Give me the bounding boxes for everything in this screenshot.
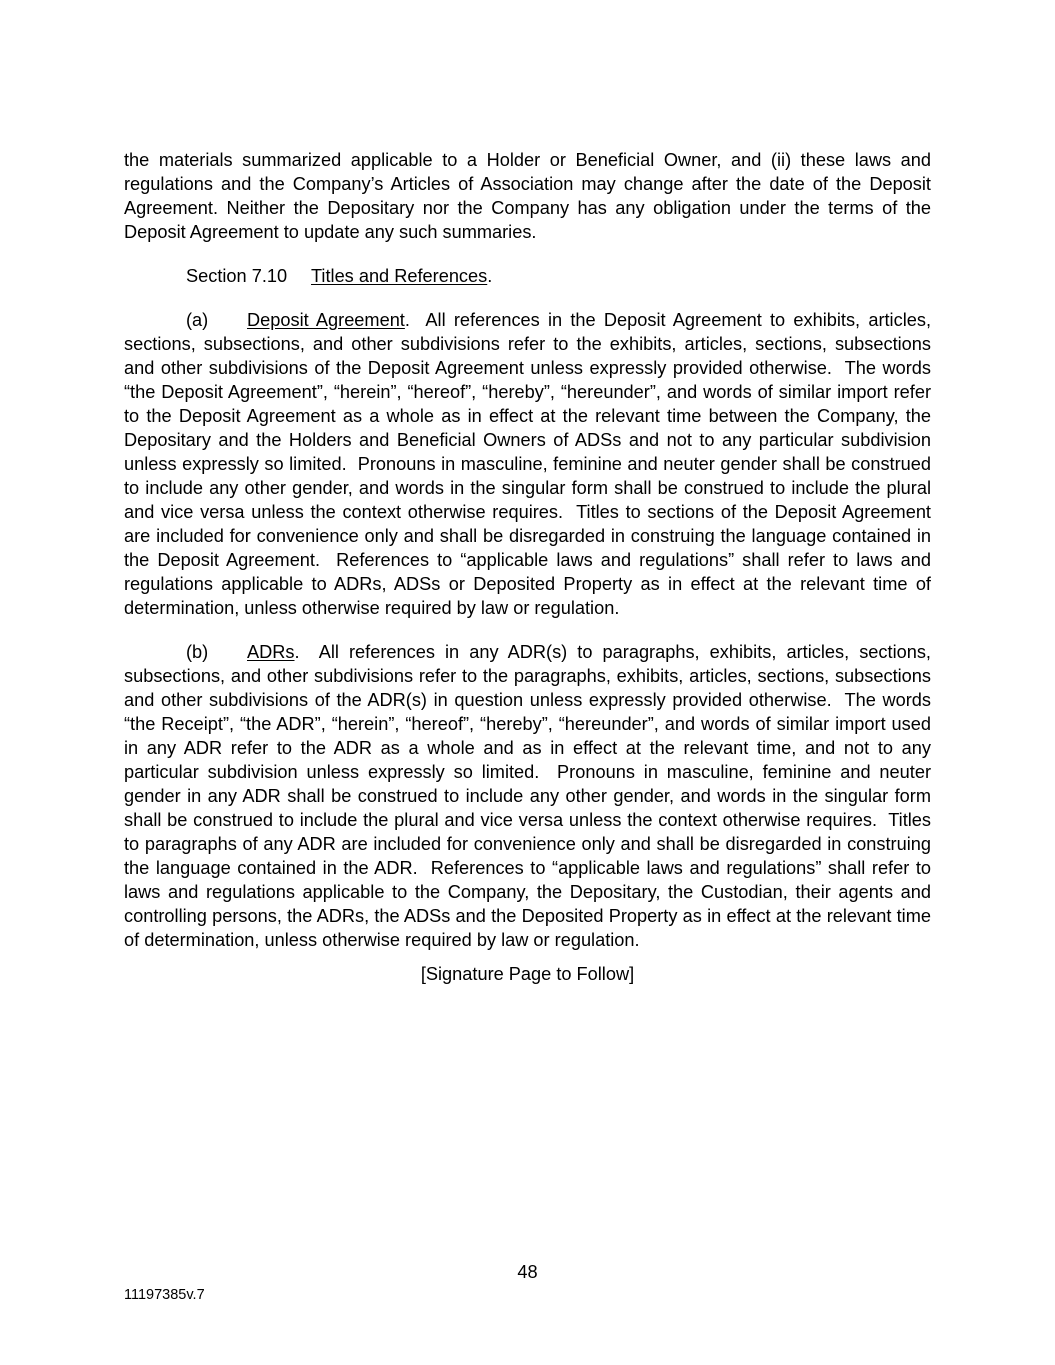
section-heading xyxy=(124,264,931,288)
subsection-title-punct: . xyxy=(294,642,300,662)
subsection-title: Deposit Agreement xyxy=(247,310,405,330)
document-body xyxy=(124,148,937,986)
document-id: 11197385v.7 xyxy=(124,1287,205,1303)
intro-paragraph: the materials summarized applicable to a Holder or Beneficial Owner, and (ii) these laws and regulations and the Company’s Articles of Association may change after the date of the Deposit Agreement. Neither the Depositary nor the Company has any obligation under the terms of the Deposit Agreement to update any such summaries. xyxy=(124,150,931,242)
section-number: Section 7.10 xyxy=(186,266,288,286)
subsection-label: (a) xyxy=(186,310,209,330)
subsection-body: All references in any ADR(s) to paragraphs, exhibits, articles, sections, subsections, and other subdivisions refer to the paragraphs, exhibits, articles, sections, subsections and other subdivisions of the ADR(s) in question unless expressly provided otherwise. The words “the Receipt”, “the ADR”, “herein”, “hereof”, “hereby”, “hereunder”, and words of similar import used in any ADR refer to the ADR as a whole and as in effect at the relevant time, and not to any particular subdivision unless expressly so limited. Pronouns in masculine, feminine and neuter gender in any ADR shall be construed to include any other gender, and words in the singular form shall be construed to include the plural and vice versa unless the context otherwise requires. Titles to paragraphs of any ADR are included for convenience only and shall be disregarded in construing the language contained in the ADR. References to “applicable laws and regulations” shall refer to laws and regulations applicable to the Company, the Depositary, the Custodian, their agents and controlling persons, the ADRs, the ADSs and the Deposited Property as in effect at the relevant time of determination, unless otherwise required by law or regulation. xyxy=(124,642,937,950)
subsection-a xyxy=(124,308,937,620)
subsection-body: All references in the Deposit Agreement to exhibits, articles, sections, subsections, and other subdivisions refer to the exhibits, articles, sections, subsections and other subdivisions of the Deposit Agreement unless expressly provided otherwise. The words “the Deposit Agreement”, “herein”, “hereof”, “hereby”, “hereunder”, and words of similar import refer to the Deposit Agreement as a whole as in effect at the relevant time between the Company, the Depositary and the Holders and Beneficial Owners of ADSs and not to any particular subdivision unless expressly so limited. Pronouns in masculine, feminine and neuter gender shall be construed to include any other gender, and words in the singular form shall be construed to include the plural and vice versa unless the context otherwise requires. Titles to sections of the Deposit Agreement are included for convenience only and shall be disregarded in construing the language contained in the Deposit Agreement. References to “applicable laws and regulations” shall refer to laws and regulations applicable to ADRs, ADSs or Deposited Property as in effect at the relevant time of determination, unless otherwise required by law or regulation. xyxy=(124,310,937,618)
signature-note: [Signature Page to Follow] xyxy=(420,964,635,984)
section-title-punct: . xyxy=(487,266,493,286)
section-title: Titles and References xyxy=(311,266,488,286)
subsection-title-punct: . xyxy=(404,310,410,330)
subsection-label: (b) xyxy=(186,642,209,662)
subsection-title: ADRs xyxy=(247,642,295,662)
page-number: 48 xyxy=(517,1262,538,1282)
subsection-b xyxy=(124,640,937,952)
